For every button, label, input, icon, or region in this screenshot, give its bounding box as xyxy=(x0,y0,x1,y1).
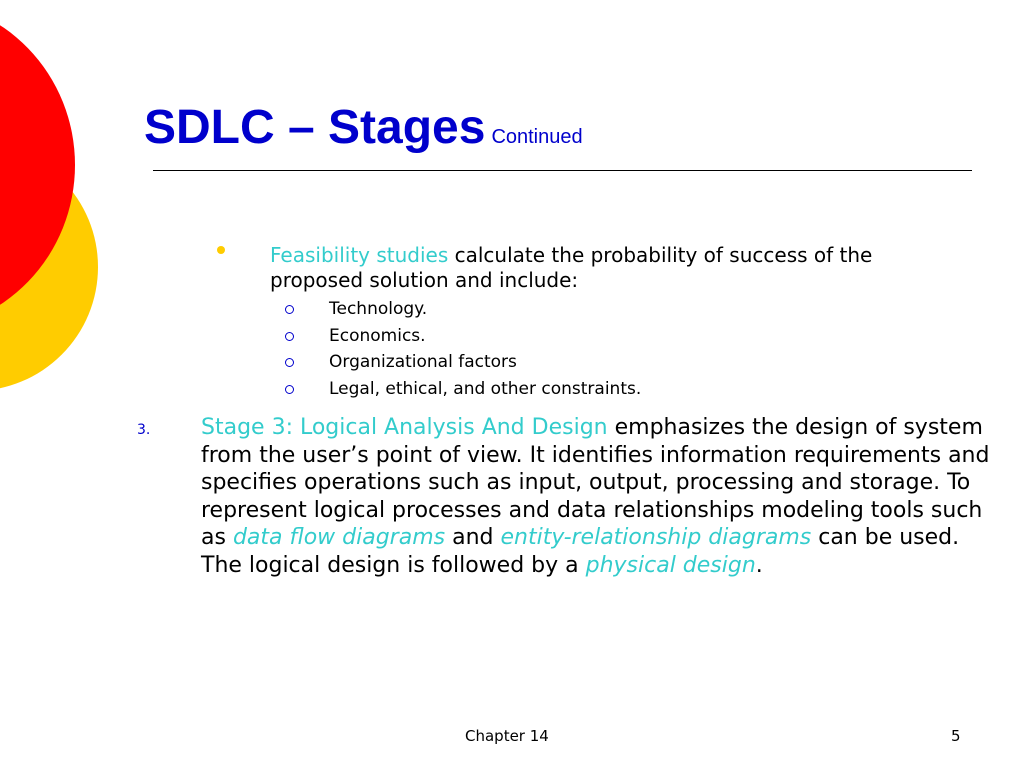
title-divider xyxy=(153,170,972,171)
term-physical-design: physical design xyxy=(585,552,756,578)
list-item-label: Technology. xyxy=(329,299,428,319)
stage3-number: 3. xyxy=(137,422,151,438)
slide-title xyxy=(144,100,583,155)
feasibility-bullet xyxy=(270,243,970,293)
stage3-heading: Stage 3: Logical Analysis And Design xyxy=(201,415,608,440)
hollow-circle-bullet-icon xyxy=(285,332,294,341)
title-subtitle: Continued xyxy=(491,126,583,148)
hollow-circle-bullet-icon xyxy=(285,385,294,394)
list-item-label: Legal, ethical, and other constraints. xyxy=(329,378,642,399)
hollow-circle-bullet-icon xyxy=(285,358,294,367)
stage3-text-1: emphasizes the design of system from the user’s point of view. It identifies information requirements and specifies operations such as input, output, processing and storage. To represent logical processes and data relationships modeling tools such as xyxy=(201,415,990,550)
feasibility-term: Feasibility studies xyxy=(270,243,449,267)
stage3-text-3: can be used. The logical design is followed by a xyxy=(201,525,960,578)
stage3-text-2: and xyxy=(445,525,501,550)
list-item-label: Organizational factors xyxy=(329,352,517,372)
title-main: SDLC – Stages xyxy=(144,101,486,154)
stage3-text-4: . xyxy=(755,552,763,578)
page-number: 5 xyxy=(951,727,961,745)
footer-chapter: Chapter 14 xyxy=(465,727,549,745)
bullet-dot-icon xyxy=(217,246,225,254)
list-item-label: Economics. xyxy=(329,325,426,346)
feasibility-text: calculate the probability of success of the proposed solution and include: xyxy=(270,243,873,292)
term-data-flow-diagrams: data flow diagrams xyxy=(232,525,446,550)
hollow-circle-bullet-icon xyxy=(285,305,294,314)
stage3-paragraph xyxy=(201,414,996,579)
term-entity-relationship-diagrams: entity-relationship diagrams xyxy=(500,525,812,550)
